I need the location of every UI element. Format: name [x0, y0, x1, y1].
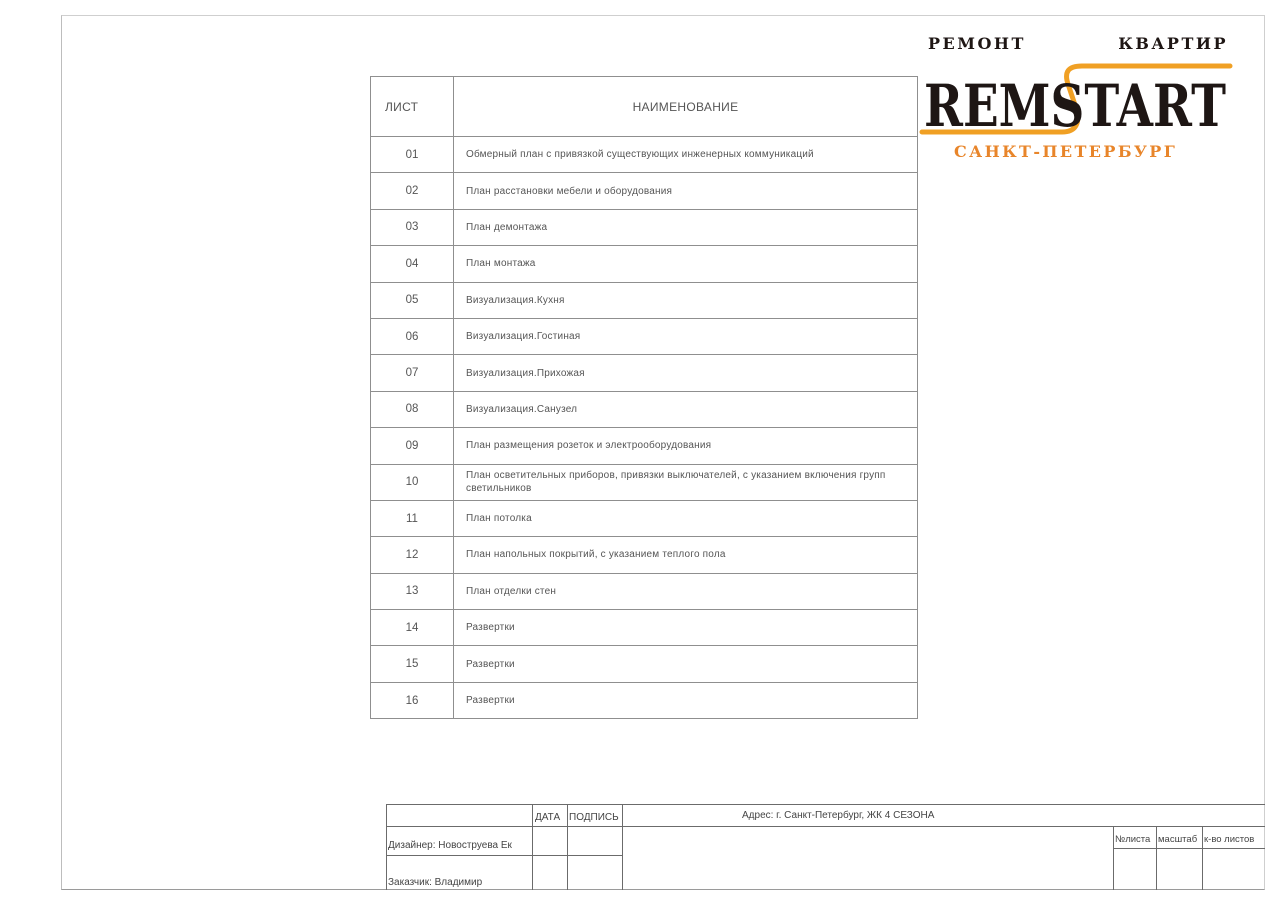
table-body [371, 137, 918, 719]
logo-brand-text: REMSTART [924, 72, 1226, 140]
sheet-name-cell: План расстановки мебели и оборудования [454, 173, 918, 209]
table-row [371, 282, 918, 318]
sheet-number-cell: 15 [371, 646, 454, 682]
sheet-number-cell: 09 [371, 428, 454, 464]
logo-tagline-left: РЕМОНТ [928, 34, 1026, 53]
table-row [371, 682, 918, 718]
sheet-name-cell: Обмерный план с привязкой существующих инженерных коммуникаций [454, 137, 918, 173]
column-header-name: НАИМЕНОВАНИЕ [454, 77, 918, 137]
table-row [371, 573, 918, 609]
sheet-number-cell: 10 [371, 464, 454, 500]
sheet-name-cell: План отделки стен [454, 573, 918, 609]
title-block [386, 804, 1265, 890]
sheet-count-label: к-во листов [1204, 834, 1255, 845]
sheet-name-cell: План осветительных приборов, привязки выключателей, с указанием включения групп светильников [454, 464, 918, 500]
table-row [371, 428, 918, 464]
table-row [371, 137, 918, 173]
signature-label: ПОДПИСЬ [569, 812, 619, 823]
column-header-sheet: ЛИСТ [371, 77, 454, 137]
table-header-row [371, 77, 918, 137]
sheet-name-cell: Визуализация.Кухня [454, 282, 918, 318]
sheet-number-cell: 08 [371, 391, 454, 427]
sheet-number-cell: 02 [371, 173, 454, 209]
sheet-name-cell: Визуализация.Гостиная [454, 318, 918, 354]
table-row [371, 209, 918, 245]
sheet-number-cell: 11 [371, 500, 454, 536]
sheet-name-cell: Развертки [454, 610, 918, 646]
table-row [371, 464, 918, 500]
sheet-name-cell: Развертки [454, 682, 918, 718]
client-text: Заказчик: Владимир [388, 877, 483, 888]
sheet-name-cell: План демонтажа [454, 209, 918, 245]
sheet-number-cell: 07 [371, 355, 454, 391]
sheet-name-cell: План монтажа [454, 246, 918, 282]
table-row [371, 610, 918, 646]
logo-wordmark [920, 64, 1232, 140]
table-row [371, 646, 918, 682]
sheet-number-cell: 13 [371, 573, 454, 609]
table-row [371, 537, 918, 573]
sheet-name-cell: Развертки [454, 646, 918, 682]
sheet-name-cell: Визуализация.Санузел [454, 391, 918, 427]
table-row [371, 391, 918, 427]
sheet-number-cell: 04 [371, 246, 454, 282]
sheet-number-cell: 06 [371, 318, 454, 354]
table-row [371, 246, 918, 282]
sheet-name-cell: План потолка [454, 500, 918, 536]
sheet-number-cell: 16 [371, 682, 454, 718]
sheet-name-cell: Визуализация.Прихожая [454, 355, 918, 391]
sheet-number-cell: 12 [371, 537, 454, 573]
table-row [371, 500, 918, 536]
logo-tagline-right: КВАРТИР [1118, 34, 1228, 53]
logo-city: САНКТ-ПЕТЕРБУРГ [954, 142, 1178, 161]
sheet-number-label: №листа [1115, 834, 1151, 845]
designer-text: Дизайнер: Новоструева Ек [388, 840, 512, 851]
table-row [371, 355, 918, 391]
sheet-number-cell: 03 [371, 209, 454, 245]
sheet-name-cell: План напольных покрытий, с указанием теплого пола [454, 537, 918, 573]
table-row [371, 318, 918, 354]
sheet-number-cell: 01 [371, 137, 454, 173]
date-label: ДАТА [535, 812, 561, 823]
scale-label: масштаб [1158, 834, 1198, 845]
sheet-number-cell: 14 [371, 610, 454, 646]
sheet-number-cell: 05 [371, 282, 454, 318]
sheets-table [370, 76, 918, 719]
sheet-name-cell: План размещения розеток и электрооборудования [454, 428, 918, 464]
address-text: Адрес: г. Санкт-Петербург, ЖК 4 СЕЗОНА [742, 810, 935, 821]
remstart-logo [920, 34, 1232, 166]
logo-tagline [928, 34, 1228, 53]
table-row [371, 173, 918, 209]
